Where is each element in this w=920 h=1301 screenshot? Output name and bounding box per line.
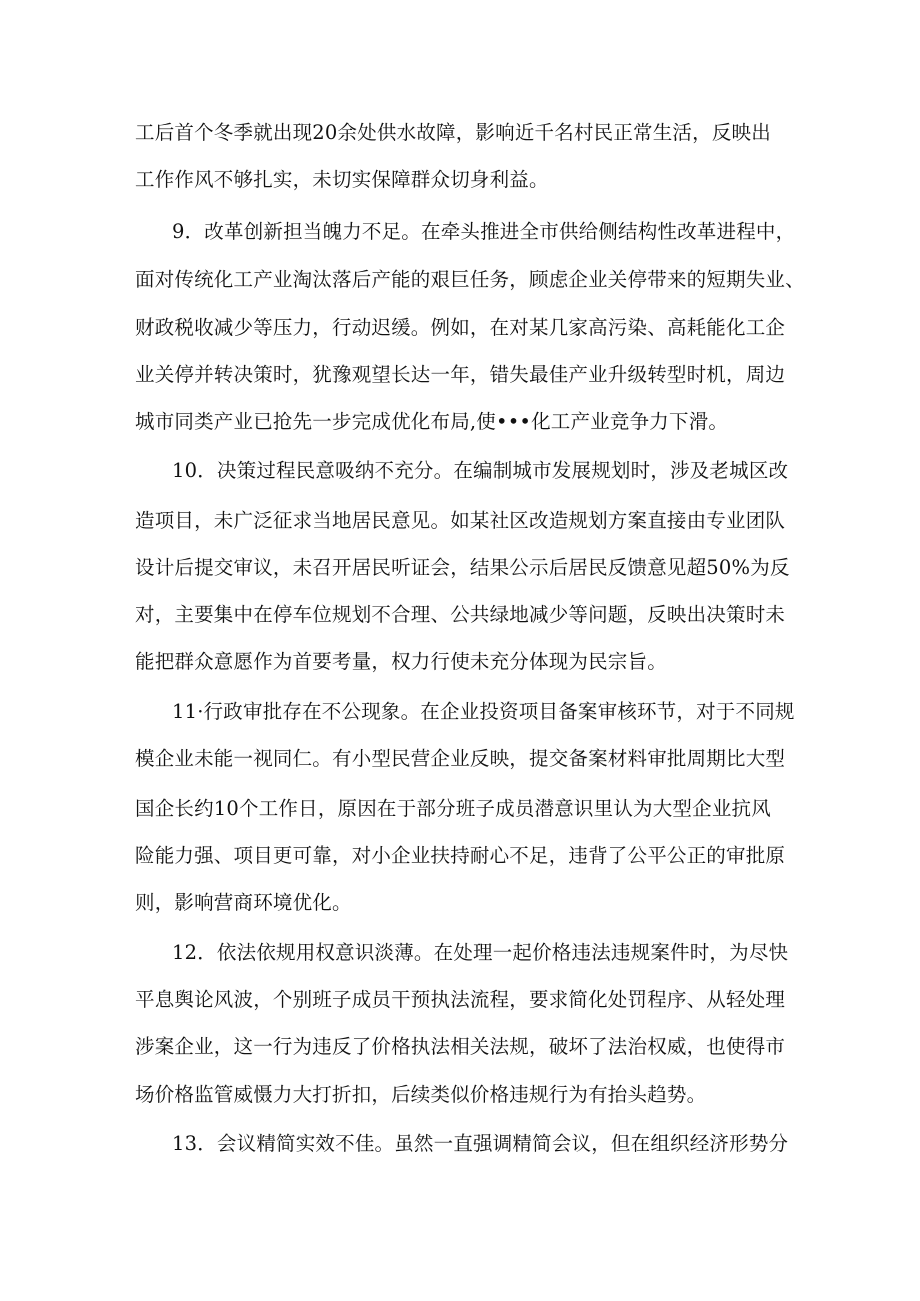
text-line: 业关停并转决策时，犹豫观望长达一年，错失最佳产业升级转型时机，周边 bbox=[135, 363, 786, 386]
paragraph-13-heading-line: 13．会议精简实效不佳。虽然一直强调精简会议，但在组织经济形势分 bbox=[172, 1132, 789, 1155]
text-line: 面对传统化工产业淘汰落后产能的艰巨任务，顾虑企业关停带来的短期失业、 bbox=[135, 268, 805, 291]
text-line: 对，主要集中在停车位规划不合理、公共绿地减少等问题，反映出决策时未 bbox=[135, 603, 786, 626]
text-line: 险能力强、项目更可靠，对小企业扶持耐心不足，违背了公平公正的审批原 bbox=[135, 844, 786, 867]
text-line: 场价格监管威慑力大打折扣，后续类似价格违规行为有抬头趋势。 bbox=[135, 1083, 707, 1106]
text-line: 设计后提交审议，未召开居民听证会，结果公示后居民反馈意见超50%为反 bbox=[135, 556, 790, 579]
text-line: 模企业未能一视同仁。有小型民营企业反映，提交备案材料审批周期比大型 bbox=[135, 747, 786, 770]
text-line: 能把群众意愿作为首要考量，权力行使未充分体现为民宗旨。 bbox=[135, 650, 667, 673]
paragraph-11-heading-line: 11·行政审批存在不公现象。在企业投资项目备案审核环节，对于不同规 bbox=[172, 700, 795, 723]
text-line: 涉案企业，这一行为违反了价格执法相关法规，破坏了法治权威，也使得市 bbox=[135, 1035, 786, 1058]
text-line: 工后首个冬季就出现20余处供水故障，影响近千名村民正常生活，反映出 bbox=[135, 121, 771, 144]
paragraph-9-heading-line: 9．改革创新担当魄力不足。在牵头推进全市供给侧结构性改革进程中， bbox=[172, 220, 796, 243]
text-line: 工作作风不够扎实，未切实保障群众切身利益。 bbox=[135, 168, 549, 191]
paragraph-10-heading-line: 10．决策过程民意吸纳不充分。在编制城市发展规划时，涉及老城区改 bbox=[172, 459, 789, 482]
text-line: 国企长约10个工作日，原因在于部分班子成员潜意识里认为大型企业抗风 bbox=[135, 797, 771, 820]
text-line: 财政税收减少等压力，行动迟缓。例如，在对某几家高污染、高耗能化工企 bbox=[135, 316, 786, 339]
text-line: 造项目，未广泛征求当地居民意见。如某社区改造规划方案直接由专业团队 bbox=[135, 509, 786, 532]
text-line: 平息舆论风波，个别班子成员干预执法流程，要求简化处罚程序、从轻处理 bbox=[135, 988, 786, 1011]
text-line: 则，影响营商环境优化。 bbox=[135, 891, 352, 914]
paragraph-12-heading-line: 12．依法依规用权意识淡薄。在处理一起价格违法违规案件时，为尽快 bbox=[172, 941, 789, 964]
text-line: 城市同类产业已抢先一步完成优化布局,使•••化工产业竞争力下滑。 bbox=[135, 410, 729, 433]
